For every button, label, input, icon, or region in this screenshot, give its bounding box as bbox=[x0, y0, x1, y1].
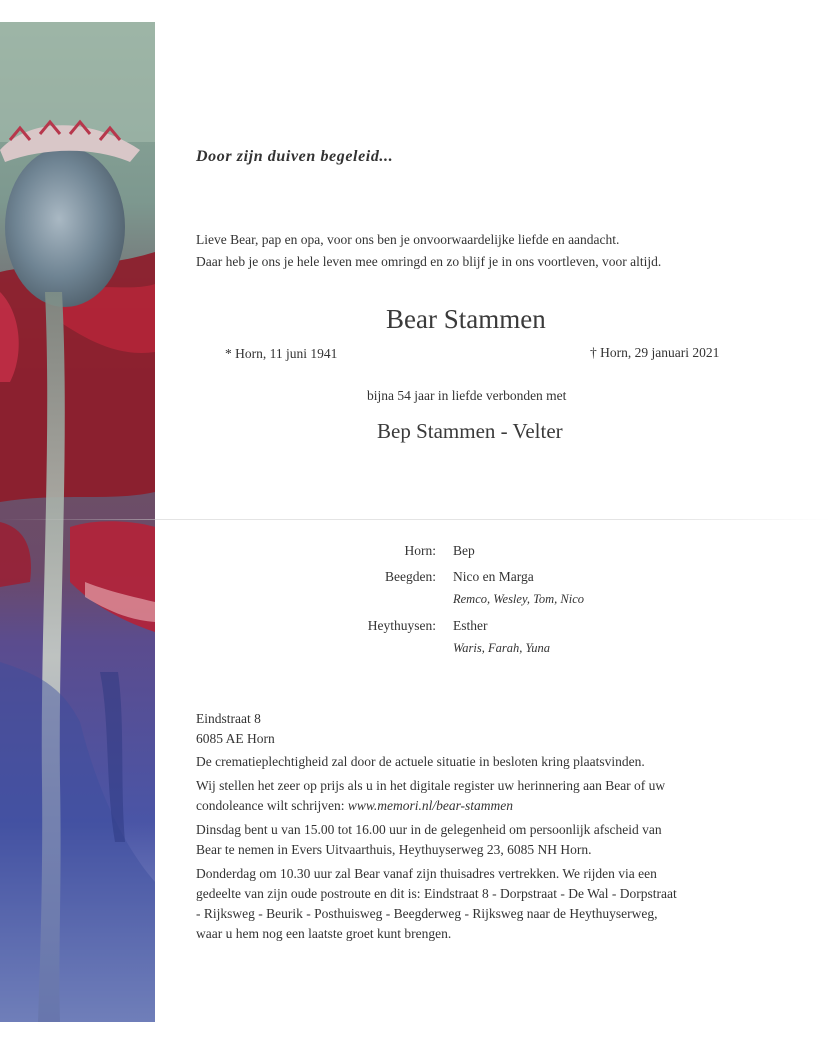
family-names: Nico en Marga bbox=[453, 569, 534, 584]
register-text-line: Wij stellen het zeer op prijs als u in het digitale register uw herinnering aan Bear of uw bbox=[196, 778, 666, 793]
route-text-line: Donderdag om 10.30 uur zal Bear vanaf zijn thuisadres vertrekken. We rijden via een bbox=[196, 866, 657, 881]
intro-line: Daar heb je ons je hele leven mee omringd en zo blijf je in ons voortleven, voor altijd. bbox=[196, 254, 662, 269]
poppy-watercolor-illustration bbox=[0, 22, 155, 1022]
register-text-line bbox=[196, 796, 796, 816]
union-text: bijna 54 jaar in liefde verbonden met bbox=[367, 388, 567, 403]
route-text-line: gedeelte van zijn oude postroute en dit is: Eindstraat 8 - Dorpstraat - De Wal - Dorpstraat bbox=[196, 886, 677, 901]
route-text-line: waar u hem nog een laatste groet kunt brengen. bbox=[196, 926, 452, 941]
death-date: † Horn, 29 januari 2021 bbox=[590, 345, 720, 360]
motto-heading: Door zijn duiven begeleid... bbox=[196, 148, 394, 165]
family-names: Esther bbox=[453, 618, 488, 633]
partner-name: Bep Stammen - Velter bbox=[377, 419, 563, 443]
memorial-register-link[interactable]: www.memori.nl/bear-stammen bbox=[347, 798, 514, 813]
intro-line: Lieve Bear, pap en opa, voor ons ben je onvoorwaardelijke liefde en aandacht. bbox=[196, 232, 620, 247]
family-grandchildren: Waris, Farah, Yuna bbox=[453, 641, 551, 655]
family-place: Heythuysen: bbox=[367, 618, 436, 633]
register-text-prefix: condoleance wilt schrijven: bbox=[196, 798, 348, 813]
family-place: Beegden: bbox=[385, 569, 436, 584]
family-names: Bep bbox=[453, 543, 475, 558]
cremation-text: De crematieplechtigheid zal door de actuele situatie in besloten kring plaatsvinden. bbox=[196, 754, 645, 769]
address-street: Eindstraat 8 bbox=[196, 711, 261, 726]
intro-text bbox=[196, 229, 796, 273]
farewell-text-line: Bear te nemen in Evers Uitvaarthuis, Heythuyserweg 23, 6085 NH Horn. bbox=[196, 842, 592, 857]
deceased-name: Bear Stammen bbox=[386, 304, 546, 334]
arrangements-section bbox=[196, 709, 796, 944]
farewell-text-line: Dinsdag bent u van 15.00 tot 16.00 uur in de gelegenheid om persoonlijk afscheid van bbox=[196, 822, 662, 837]
route-text-line: - Rijksweg - Beurik - Posthuisweg - Beegderweg - Rijksweg naar de Heythuyserweg, bbox=[196, 906, 658, 921]
family-grandchildren: Remco, Wesley, Tom, Nico bbox=[453, 592, 585, 606]
address-postal-city: 6085 AE Horn bbox=[196, 731, 275, 746]
family-place: Horn: bbox=[404, 543, 436, 558]
fold-line bbox=[0, 519, 830, 520]
birth-date: * Horn, 11 juni 1941 bbox=[225, 346, 338, 361]
